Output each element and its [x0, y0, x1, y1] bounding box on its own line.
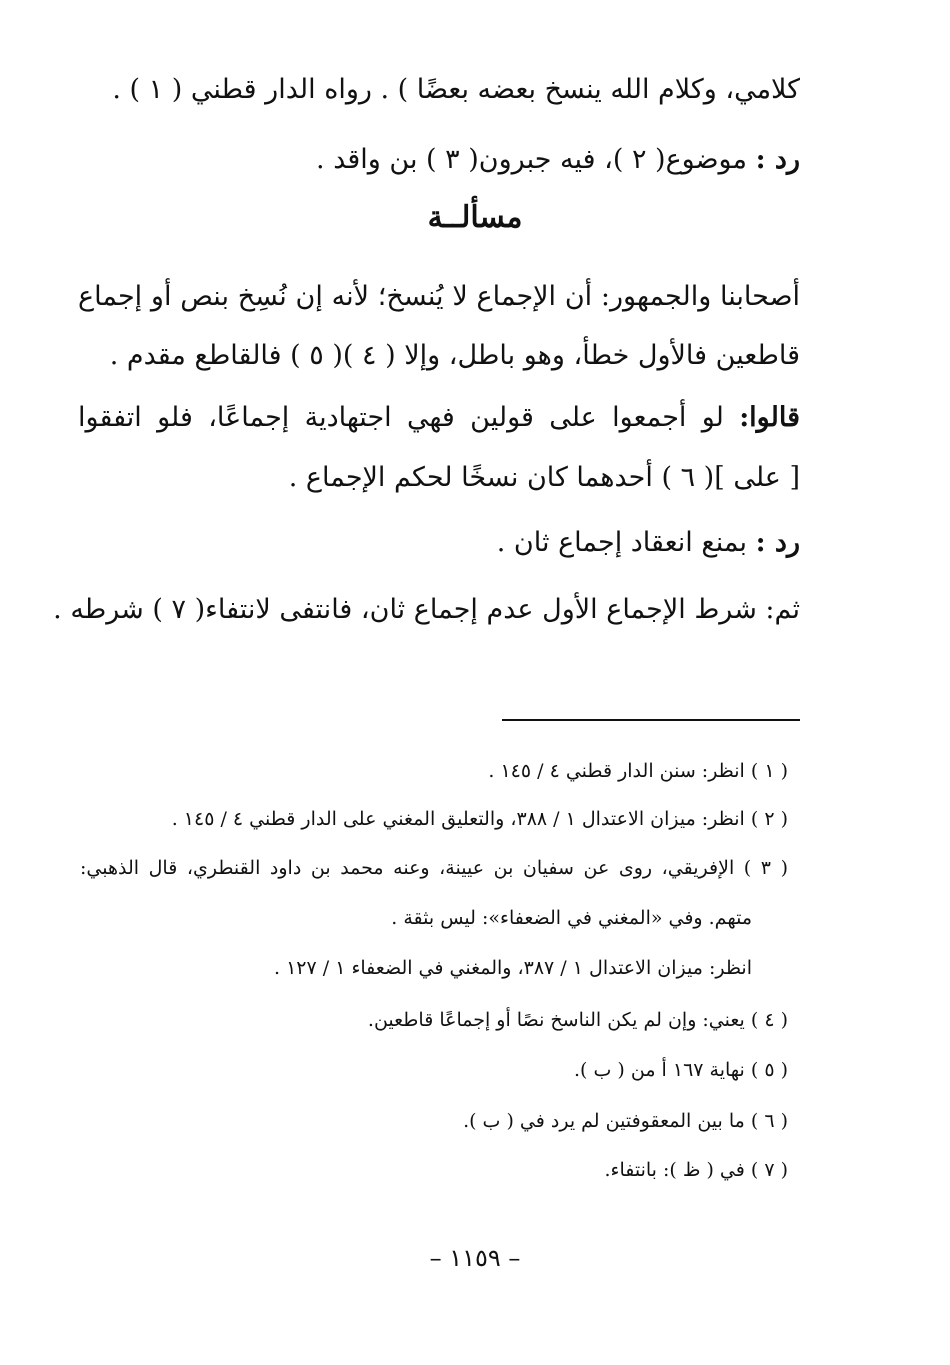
- reply-text: موضوع( ٢ )، فيه جبرون( ٣ ) بن واقد .: [316, 144, 747, 175]
- footnote-separator: [502, 719, 800, 721]
- para1-line1: أصحابنا والجمهور: أن الإجماع لا يُنسخ؛ لأنه إن نُسِخ بنص أو إجماع: [78, 281, 800, 312]
- qalu-label: قالوا:: [739, 402, 800, 433]
- final-line: ثم: شرط الإجماع الأول عدم إجماع ثان، فانتفى لانتفاء( ٧ ) شرطه .: [53, 594, 800, 625]
- footnote-6: ( ٦ ) ما بين المعقوفتين لم يرد في ( ب ).: [463, 1110, 788, 1132]
- footnote-1: ( ١ ) انظر: سنن الدار قطني ٤ / ١٤٥ .: [488, 760, 788, 782]
- page-number: – ١١٥٩ –: [429, 1244, 521, 1272]
- text-line-2: [316, 140, 800, 180]
- text-line-1: كلامي، وكلام الله ينسخ بعضه بعضًا ) . رواه الدار قطني ( ١ ) .: [112, 74, 800, 105]
- para1-line2: قاطعين فالأول خطأ، وهو باطل، وإلا ( ٤ )( ٥ ) فالقاطع مقدم .: [109, 340, 800, 371]
- para2-line1-text: لو أجمعوا على قولين فهي اجتهادية إجماعًا، فلو اتفقوا: [78, 402, 724, 433]
- reply-label: رد :: [755, 144, 800, 175]
- footnote-3-line1: ( ٣ ) الإفريقي، روى عن سفيان بن عيينة، وعنه محمد بن داود القنطري، قال الذهبي:: [80, 857, 789, 879]
- section-heading: مسألــة: [427, 200, 523, 235]
- reply-label-2: رد :: [755, 527, 800, 558]
- footnote-2: ( ٢ ) انظر: ميزان الاعتدال ١ / ٣٨٨، والتعليق المغني على الدار قطني ٤ / ١٤٥ .: [171, 808, 788, 830]
- footnote-7: ( ٧ ) في ( ظ ): بانتفاء.: [604, 1159, 788, 1181]
- footnote-4: ( ٤ ) يعني: وإن لم يكن الناسخ نصًا أو إجماعًا قاطعين.: [367, 1009, 788, 1031]
- footnote-3-line3: انظر: ميزان الاعتدال ١ / ٣٨٧، والمغني في الضعفاء ١ / ١٢٧ .: [274, 957, 752, 979]
- para2-line2: [ على ]( ٦ ) أحدهما كان نسخًا لحكم الإجماع .: [288, 462, 800, 493]
- reply-text-2: بمنع انعقاد إجماع ثان .: [496, 527, 747, 558]
- para2-line1: [78, 398, 800, 438]
- reply-line: [497, 523, 800, 563]
- footnote-3-line2: متهم. وفي «المغني في الضعفاء»: ليس بثقة .: [391, 907, 752, 929]
- footnote-5: ( ٥ ) نهاية ١٦٧ أ من ( ب ).: [573, 1059, 788, 1081]
